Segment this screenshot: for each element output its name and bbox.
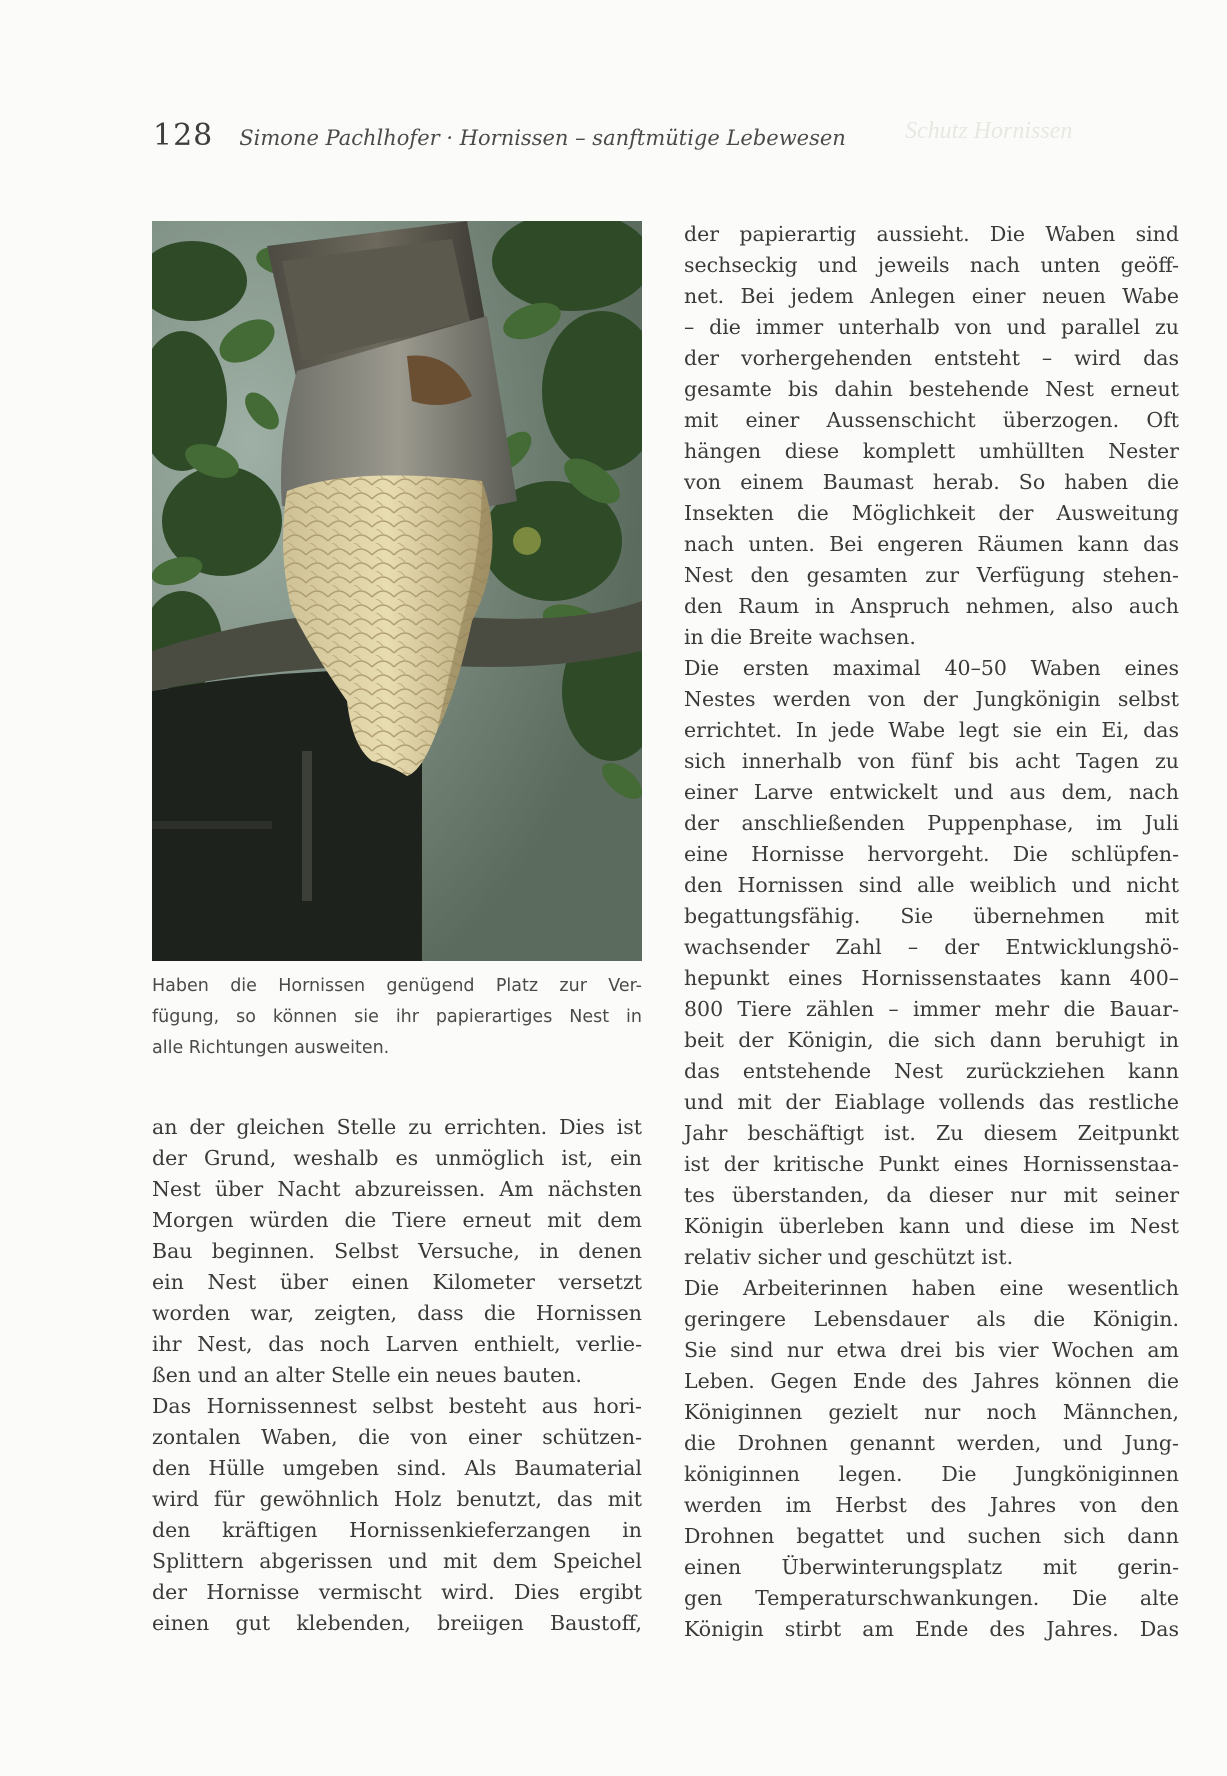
text-line: ein Nest über einen Kilometer versetzt [152, 1270, 642, 1294]
text-line: in die Breite wachsen. [684, 625, 916, 649]
text-line: Jahr beschäftigt ist. Zu diesem Zeitpunkt [684, 1121, 1179, 1145]
text-line: zontalen Waben, die von einer schützen- [152, 1425, 642, 1449]
text-line: Drohnen begattet und suchen sich dann [684, 1524, 1179, 1548]
text-line: Bau beginnen. Selbst Versuche, in denen [152, 1239, 642, 1263]
hornet-nest-photo [152, 221, 642, 961]
text-line: Königin überleben kann und diese im Nest [684, 1214, 1179, 1238]
text-line: der anschließenden Puppenphase, im Juli [684, 811, 1179, 835]
text-line: den Hülle umgeben sind. Als Baumaterial [152, 1456, 642, 1480]
text-line: einer Larve entwickelt und aus dem, nach [684, 780, 1179, 804]
text-line: gesamte bis dahin bestehende Nest erneut [684, 377, 1179, 401]
text-line: den Hornissen sind alle weiblich und nicht [684, 873, 1179, 897]
text-line: nach unten. Bei engeren Räumen kann das [684, 532, 1179, 556]
text-line: an der gleichen Stelle zu errichten. Dies ist [152, 1115, 642, 1139]
text-line: begattungsfähig. Sie übernehmen mit [684, 904, 1179, 928]
text-line: hepunkt eines Hornissenstaates kann 400– [684, 966, 1179, 990]
text-line: und mit der Eiablage vollends das restliche [684, 1090, 1179, 1114]
text-line: Königin stirbt am Ende des Jahres. Das [684, 1617, 1179, 1641]
text-line: sechseckig und jeweils nach unten geöff- [684, 253, 1179, 277]
caption-line: Haben die Hornissen genügend Platz zur Ver- [152, 976, 642, 996]
text-line: tes überstanden, da dieser nur mit seiner [684, 1183, 1179, 1207]
text-line: 800 Tiere zählen – immer mehr die Bauar- [684, 997, 1179, 1021]
text-line: ihr Nest, das noch Larven enthielt, verlie- [152, 1332, 642, 1356]
text-line: von einem Baumast herab. So haben die [684, 470, 1179, 494]
text-line: Die ersten maximal 40–50 Waben eines [684, 656, 1179, 680]
text-line: werden im Herbst des Jahres von den [684, 1493, 1179, 1517]
running-title: Simone Pachlhofer · Hornissen – sanftmütige Lebewesen [239, 126, 846, 150]
text-line: der vorhergehenden entsteht – wird das [684, 346, 1179, 370]
text-line: Morgen würden die Tiere erneut mit dem [152, 1208, 642, 1232]
text-line: worden war, zeigten, dass die Hornissen [152, 1301, 642, 1325]
text-line: – die immer unterhalb von und parallel zu [684, 315, 1179, 339]
text-line: Sie sind nur etwa drei bis vier Wochen am [684, 1338, 1179, 1362]
text-line: den kräftigen Hornissenkieferzangen in [152, 1518, 642, 1542]
text-line: ist der kritische Punkt eines Hornissenstaa- [684, 1152, 1179, 1176]
text-column-right [684, 219, 1179, 1645]
text-line: der papierartig aussieht. Die Waben sind [684, 222, 1179, 246]
figure-caption [152, 976, 642, 1069]
text-column-left [152, 1112, 642, 1639]
text-line: der Grund, weshalb es unmöglich ist, ein [152, 1146, 642, 1170]
bleed-through-text: Schutz Hornissen [905, 118, 1073, 144]
text-line: wachsender Zahl – der Entwicklungshö- [684, 935, 1179, 959]
text-line: einen gut klebenden, breiigen Baustoff, [152, 1611, 642, 1635]
text-line: den Raum in Anspruch nehmen, also auch [684, 594, 1179, 618]
text-line: relativ sicher und geschützt ist. [684, 1245, 1014, 1269]
text-line: geringere Lebensdauer als die Königin. [684, 1307, 1179, 1331]
caption-line: fügung, so können sie ihr papierartiges Nest in [152, 1007, 642, 1027]
caption-line: alle Richtungen ausweiten. [152, 1038, 390, 1058]
text-line: königinnen legen. Die Jungköniginnen [684, 1462, 1179, 1486]
text-line: sich innerhalb von fünf bis acht Tagen zu [684, 749, 1179, 773]
text-line: die Drohnen genannt werden, und Jung- [684, 1431, 1179, 1455]
text-line: errichtet. In jede Wabe legt sie ein Ei, das [684, 718, 1179, 742]
text-line: Leben. Gegen Ende des Jahres können die [684, 1369, 1179, 1393]
text-line: beit der Königin, die sich dann beruhigt in [684, 1028, 1179, 1052]
text-line: Königinnen gezielt nur noch Männchen, [684, 1400, 1179, 1424]
text-line: einen Überwinterungsplatz mit gerin- [684, 1555, 1179, 1579]
text-line: der Hornisse vermischt wird. Dies ergibt [152, 1580, 642, 1604]
text-line: Nest über Nacht abzureissen. Am nächsten [152, 1177, 642, 1201]
text-line: gen Temperaturschwankungen. Die alte [684, 1586, 1179, 1610]
page-number: 128 [153, 118, 214, 153]
text-line: hängen diese komplett umhüllten Nester [684, 439, 1179, 463]
text-line: Das Hornissennest selbst besteht aus hori- [152, 1394, 642, 1418]
text-line: net. Bei jedem Anlegen einer neuen Wabe [684, 284, 1179, 308]
text-line: wird für gewöhnlich Holz benutzt, das mit [152, 1487, 642, 1511]
text-line: mit einer Aussenschicht überzogen. Oft [684, 408, 1179, 432]
text-line: das entstehende Nest zurückziehen kann [684, 1059, 1179, 1083]
text-line: ßen und an alter Stelle ein neues bauten. [152, 1363, 582, 1387]
text-line: Die Arbeiterinnen haben eine wesentlich [684, 1276, 1179, 1300]
text-line: eine Hornisse hervorgeht. Die schlüpfen- [684, 842, 1179, 866]
text-line: Nest den gesamten zur Verfügung stehen- [684, 563, 1179, 587]
running-header [153, 118, 846, 153]
text-line: Nestes werden von der Jungkönigin selbst [684, 687, 1179, 711]
text-line: Insekten die Möglichkeit der Ausweitung [684, 501, 1179, 525]
text-line: Splittern abgerissen und mit dem Speichel [152, 1549, 642, 1573]
